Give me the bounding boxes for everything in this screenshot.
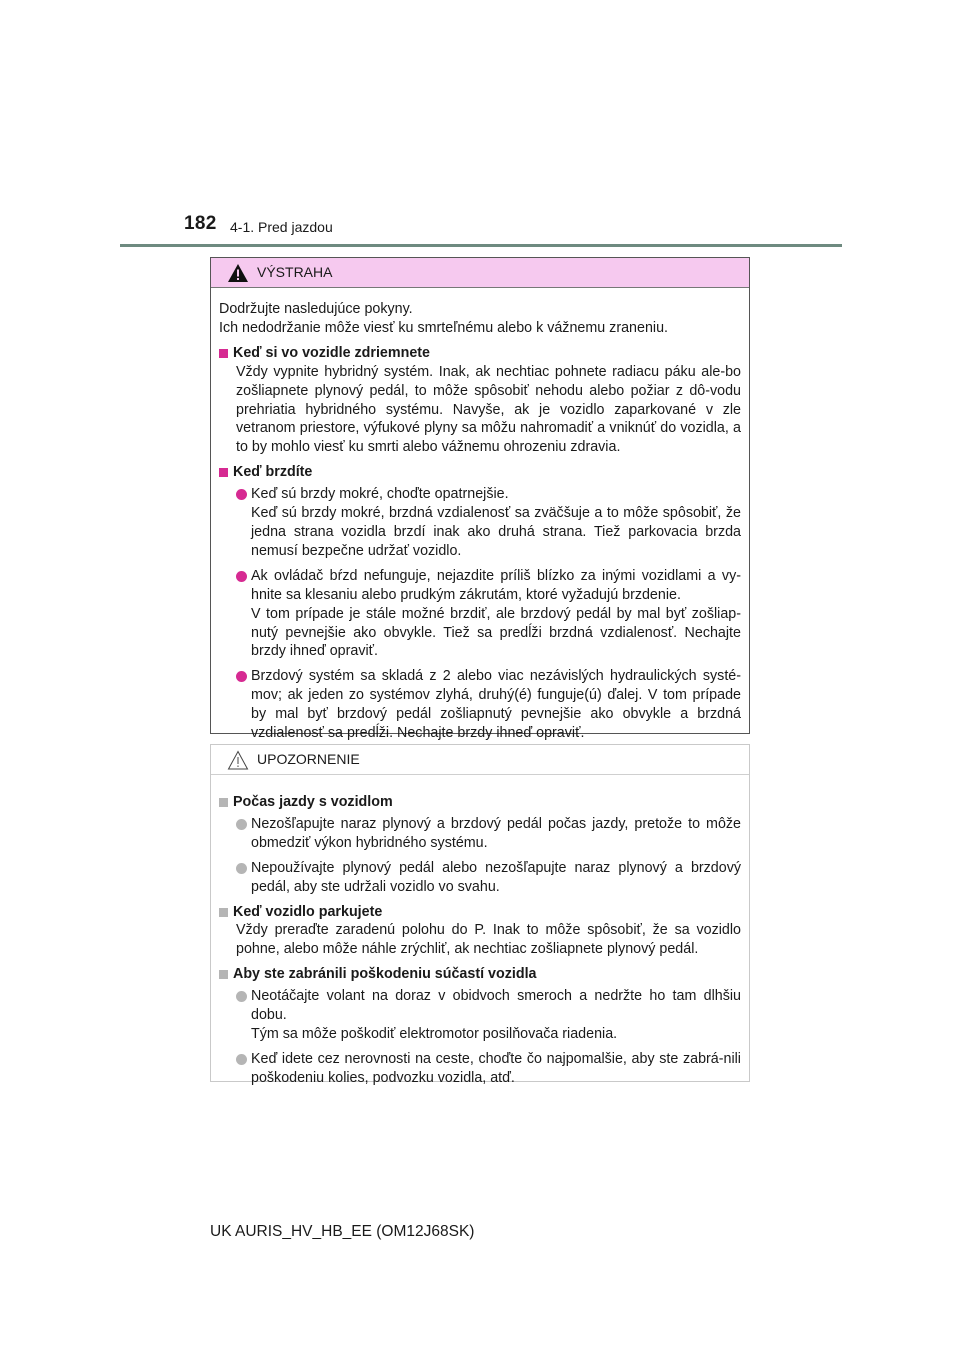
- section-heading: [219, 965, 741, 984]
- section-heading-text: Keď si vo vozidle zdriemnete: [233, 344, 430, 361]
- caution-header: [211, 745, 749, 775]
- paragraph: Vždy vypnite hybridný systém. Inak, ak nechtiac pohnete radiacu páku ale-bo zošliapnete plynový pedál, to môže spôsobiť nehodu alebo požiar z dô-vodu prehriatia hybridného systému. Navyše, ak je vozidlo zaparkované v zle vetranom priestore, výfukové plyny sa môžu nahromadiť a vniknúť do vozidla, a to by mohlo viesť ku smrti alebo vážnemu ohrozeniu zdravia.: [236, 363, 741, 456]
- header-rule: [120, 244, 842, 247]
- caution-triangle-icon: [227, 750, 249, 770]
- round-bullet-icon: [236, 489, 247, 500]
- bullet-text: Nezošľapujte naraz plynový a brzdový pedál počas jazdy, pretože to môže obmedziť výkon hybridného systému.: [251, 815, 741, 851]
- square-bullet-icon: [219, 349, 228, 358]
- bullet-item: [236, 1050, 741, 1088]
- footer-model: UK AURIS_HV_HB_EE (OM12J68SK): [210, 1223, 475, 1240]
- warning-triangle-icon: [227, 263, 249, 283]
- square-bullet-icon: [219, 798, 228, 807]
- section-heading: [219, 463, 741, 482]
- bullet-item: [236, 859, 741, 897]
- bullet-item: [236, 667, 741, 743]
- round-bullet-icon: [236, 991, 247, 1002]
- section-heading-text: Aby ste zabránili poškodeniu súčastí vozidla: [233, 966, 537, 983]
- warning-intro: [219, 300, 741, 338]
- paragraph: Vždy preraďte zaradenú polohu do P. Inak to môže spôsobiť, že sa vozidlo pohne, alebo môže náhle zrýchliť, ak nechtiac zošliapnete plynový pedál.: [236, 922, 741, 958]
- warning-title: VÝSTRAHA: [257, 264, 333, 281]
- caution-box: [210, 744, 750, 1086]
- section-heading: [219, 344, 741, 363]
- section-heading-text: Počas jazdy s vozidlom: [233, 794, 393, 810]
- section-heading-text: Keď vozidlo parkujete: [233, 903, 383, 920]
- bullet-line: V tom prípade je stále možné brzdiť, ale brzdový pedál by mal byť zošliap-nutý pevnejšie ako obvykle. Tiež sa predĺži brzdná vzdialenosť. Nechajte brzdy ihneď opraviť.: [251, 605, 741, 660]
- intro-line: Ich nedodržanie môže viesť ku smrteľnému alebo k vážnemu zraneniu.: [219, 319, 668, 336]
- round-bullet-icon: [236, 671, 247, 682]
- warning-body: [211, 288, 749, 743]
- warning-box: [210, 257, 750, 742]
- section-heading: [219, 793, 741, 812]
- square-bullet-icon: [219, 908, 228, 917]
- caution-body: [211, 775, 749, 1088]
- bullet-line: Neotáčajte volant na doraz v obidvoch smeroch a nedržte ho tam dlhšiu dobu.: [251, 988, 741, 1024]
- page-number: 182: [184, 213, 217, 234]
- warning-header: [211, 258, 749, 288]
- round-bullet-icon: [236, 571, 247, 582]
- bullet-item: [236, 567, 741, 662]
- square-bullet-icon: [219, 970, 228, 979]
- intro-line: Dodržujte nasledujúce pokyny.: [219, 301, 413, 317]
- round-bullet-icon: [236, 863, 247, 874]
- section-heading-text: Keď brzdíte: [233, 464, 313, 481]
- bullet-item: [236, 987, 741, 1044]
- bullet-text: Keď idete cez nerovnosti na ceste, choďte čo najpomalšie, aby ste zabrá-nili poškodeniu kolies, podvozku vozidla, atď.: [251, 1050, 741, 1086]
- square-bullet-icon: [219, 468, 228, 477]
- bullet-line: Keď sú brzdy mokré, brzdná vzdialenosť sa zväčšuje a to môže spôsobiť, že jedna strana vozidla brzdí inak ako druhá strana. Tiež parkovacia brzda nemusí bezpečne udržať vozidlo.: [251, 505, 741, 559]
- bullet-line: Tým sa môže poškodiť elektromotor posilňovača riadenia.: [251, 1025, 618, 1042]
- bullet-text: Brzdový systém sa skladá z 2 alebo viac nezávislých hydraulických systé-mov; ak jeden zo systémov zlyhá, druhý(é) funguje(ú) ďalej. V tom prípade by mal byť brzdový pedál zošliapnutý pevnejšie ako obvykle a brzdná vzdialenosť sa predĺži. Nechajte brzdy ihneď opraviť.: [251, 668, 741, 742]
- round-bullet-icon: [236, 819, 247, 830]
- section-title: 4-1. Pred jazdou: [230, 219, 333, 235]
- bullet-item: [236, 815, 741, 853]
- section-heading: [219, 903, 741, 922]
- bullet-text: Nepoužívajte plynový pedál alebo nezošľapujte naraz plynový a brzdový pedál, aby ste udržali vozidlo vo svahu.: [251, 859, 741, 895]
- caution-title: UPOZORNENIE: [257, 751, 360, 768]
- bullet-line: Keď sú brzdy mokré, choďte opatrnejšie.: [251, 486, 509, 503]
- round-bullet-icon: [236, 1054, 247, 1065]
- bullet-line: Ak ovládač bŕzd nefunguje, nejazdite príliš blízko za inými vozidlami a vy-hnite sa klesaniu alebo prudkým zákrutám, ktoré vyžadujú brzdenie.: [251, 567, 741, 603]
- bullet-item: [236, 485, 741, 561]
